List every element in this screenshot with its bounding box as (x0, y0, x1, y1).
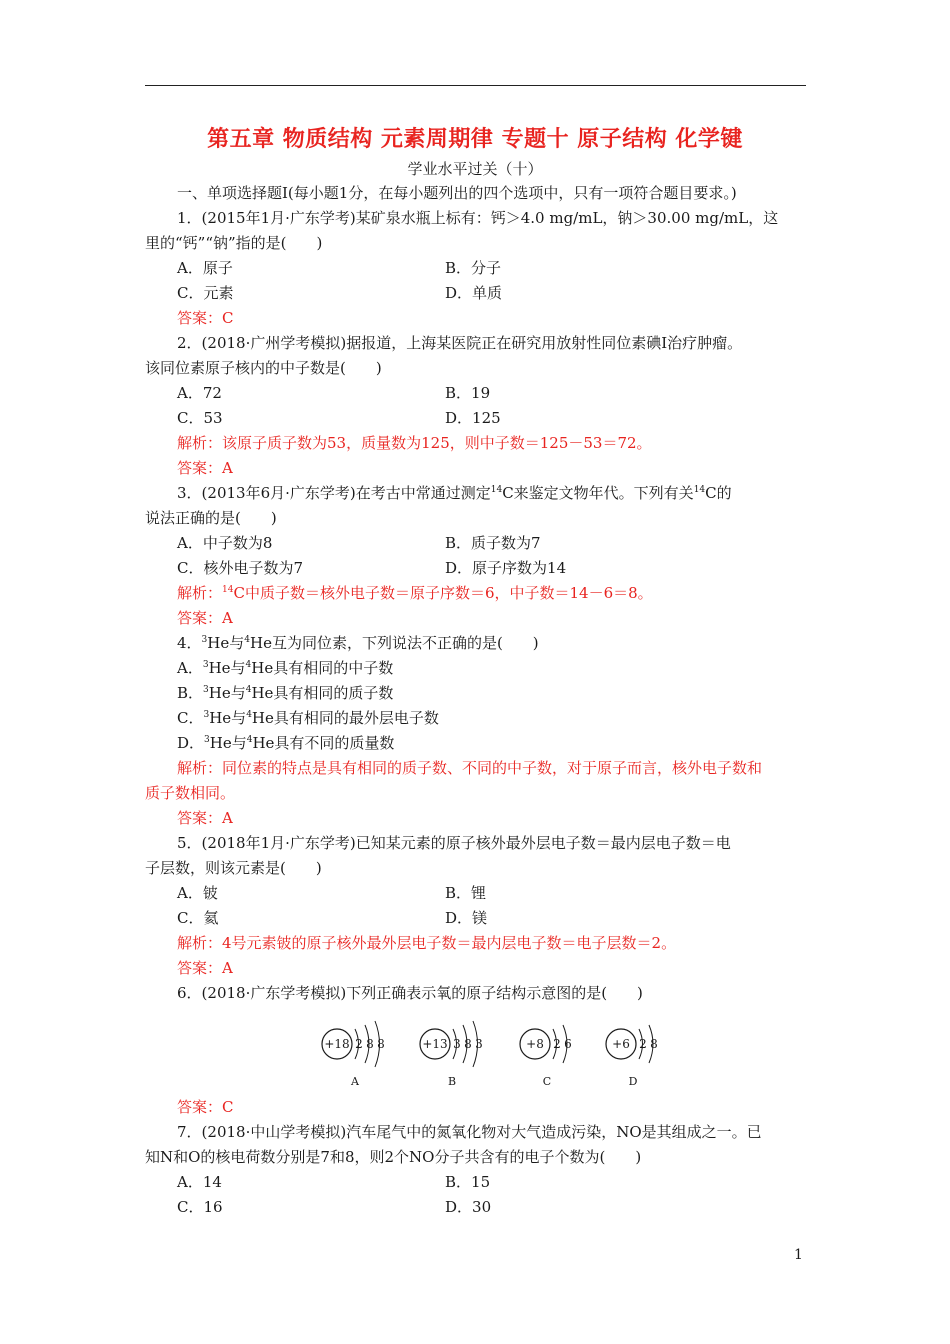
q2-option-a: A．72 (177, 384, 222, 402)
q1-stem-line1: 1．(2015年1月·广东学考)某矿泉水瓶上标有：钙＞4.0 mg/mL，钠＞30.00 mg/mL，这 (177, 209, 779, 227)
q7-option-a: A．14 (177, 1173, 222, 1191)
q3-explanation: 解析：$^{14}$C中质子数＝核外电子数＝原子序数＝6，中子数＝14－6＝8。 (177, 584, 653, 602)
diagram-a-nucleus: +18 (324, 1037, 350, 1051)
diagram-a-label: A (351, 1075, 359, 1088)
diagram-c-shell-2: 6 (564, 1037, 572, 1051)
q3-option-c: C．核外电子数为7 (177, 559, 304, 577)
q1-option-b: B．分子 (445, 259, 502, 277)
q1-option-a: A．原子 (177, 259, 233, 277)
q1-stem-line2: 里的“钙”“钠”指的是( ) (145, 234, 323, 252)
atomic-structure-diagrams (315, 1015, 675, 1095)
diagram-c-nucleus: +8 (526, 1037, 544, 1051)
q4-explanation-line2: 质子数相同。 (145, 784, 236, 802)
q4-option-c: C．$^3$He与$^4$He具有相同的最外层电子数 (177, 709, 439, 727)
diagram-d-shell-1: 2 (639, 1037, 647, 1051)
diagram-d-shell-2: 8 (650, 1037, 658, 1051)
q3-stem-line2: 说法正确的是( ) (145, 509, 277, 527)
q2-stem-line1: 2．(2018·广州学考模拟)据报道，上海某医院正在研究用放射性同位素碘Ⅰ治疗肿瘤。 (177, 334, 743, 352)
q3-option-d: D．原子序数为14 (445, 559, 567, 577)
q7-stem-line1: 7．(2018·中山学考模拟)汽车尾气中的氮氧化物对大气造成污染，NO是其组成之一。已 (177, 1123, 762, 1141)
diagram-d (606, 1025, 658, 1088)
diagram-b-label: B (447, 1075, 457, 1088)
diagram-b (420, 1021, 483, 1088)
q4-option-a: A．$^3$He与$^4$He具有相同的中子数 (177, 659, 394, 677)
diagram-d-nucleus: +6 (612, 1037, 630, 1051)
q4-stem: 4．$^3$He与$^4$He互为同位素，下列说法不正确的是( ) (177, 634, 539, 652)
q7-option-d: D．30 (445, 1198, 492, 1216)
diagram-a-shell-2: 8 (366, 1037, 374, 1051)
q5-option-d: D．镁 (445, 909, 488, 927)
q7-option-c: C．16 (177, 1198, 223, 1216)
q2-answer: 答案：A (177, 459, 233, 477)
diagram-b-shell-3: 3 (475, 1037, 483, 1051)
q7-option-b: B．15 (445, 1173, 491, 1191)
diagram-b-shell-2: 8 (464, 1037, 472, 1051)
q1-option-c: C．元素 (177, 284, 234, 302)
q5-option-c: C．氦 (177, 909, 219, 927)
q5-option-a: A．铍 (177, 884, 218, 902)
q2-option-b: B．19 (445, 384, 491, 402)
q5-option-b: B．锂 (445, 884, 487, 902)
page-number: 1 (794, 1247, 803, 1263)
diagram-a (322, 1021, 385, 1088)
diagram-a-shell-3: 8 (377, 1037, 385, 1051)
q6-stem: 6．(2018·广东学考模拟)下列正确表示氧的原子结构示意图的是( ) (177, 984, 643, 1002)
q3-option-b: B．质子数为7 (445, 534, 541, 552)
q2-option-d: D．125 (445, 409, 501, 427)
diagram-c (520, 1025, 572, 1088)
q1-option-d: D．单质 (445, 284, 503, 302)
q4-option-d: D．$^3$He与$^4$He具有不同的质量数 (177, 734, 395, 752)
diagram-a-shell-1: 2 (355, 1037, 363, 1051)
diagram-b-nucleus: +13 (422, 1037, 448, 1051)
diagram-c-shell-1: 2 (553, 1037, 561, 1051)
q5-explanation: 解析：4号元素铍的原子核外最外层电子数＝最内层电子数＝电子层数＝2。 (177, 934, 677, 952)
q4-explanation-line1: 解析：同位素的特点是具有相同的质子数、不同的中子数，对于原子而言，核外电子数和 (177, 759, 763, 777)
section-heading: 一、单项选择题Ⅰ(每小题1分，在每小题列出的四个选项中，只有一项符合题目要求。) (177, 184, 737, 202)
q2-explanation: 解析：该原子质子数为53，质量数为125，则中子数＝125－53＝72。 (177, 434, 652, 452)
diagram-b-shell-1: 3 (453, 1037, 461, 1051)
page-subtitle: 学业水平过关（十） (407, 160, 543, 178)
diagram-c-label: C (542, 1075, 552, 1088)
q5-stem-line2: 子层数，则该元素是( ) (145, 859, 322, 877)
q1-answer: 答案：C (177, 309, 234, 327)
q5-stem-line1: 5．(2018年1月·广东学考)已知某元素的原子核外最外层电子数＝最内层电子数＝电 (177, 834, 731, 852)
q2-stem-line2: 该同位素原子核内的中子数是( ) (145, 359, 382, 377)
page-title: 第五章 物质结构 元素周期律 专题十 原子结构 化学键 (207, 127, 743, 152)
q7-stem-line2: 知N和O的核电荷数分别是7和8，则2个NO分子共含有的电子个数为( ) (145, 1148, 642, 1166)
q4-option-b: B．$^3$He与$^4$He具有相同的质子数 (177, 684, 394, 702)
q3-answer: 答案：A (177, 609, 233, 627)
q4-answer: 答案：A (177, 809, 233, 827)
q6-answer: 答案：C (177, 1098, 234, 1116)
q5-answer: 答案：A (177, 959, 233, 977)
q3-option-a: A．中子数为8 (177, 534, 273, 552)
q2-option-c: C．53 (177, 409, 223, 427)
q3-stem-line1: 3．(2013年6月·广东学考)在考古中常通过测定$^{14}$C来鉴定文物年代。下列有关$^{14}$C的 (177, 484, 732, 502)
header-rule (145, 85, 806, 86)
diagram-d-label: D (628, 1075, 638, 1088)
